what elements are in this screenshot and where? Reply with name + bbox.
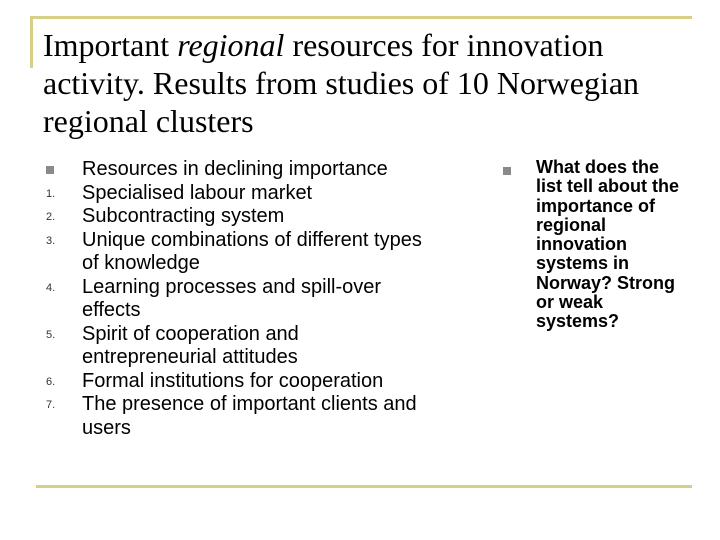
list-item xyxy=(46,205,426,229)
list-number: 6. xyxy=(46,375,56,388)
list-item xyxy=(46,229,426,276)
resources-list xyxy=(46,158,426,440)
list-item-text: Spirit of cooperation and entrepreneurial attitudes xyxy=(82,322,299,368)
list-number: 7. xyxy=(46,399,56,411)
list-item-header xyxy=(46,158,426,182)
question-text: What does the list tell about the importance of regional innovation systems in Norway? Strong or weak systems? xyxy=(536,157,680,332)
slide-title xyxy=(43,26,693,140)
list-item-text: Specialised labour market xyxy=(82,181,313,204)
list-item xyxy=(46,370,426,394)
square-bullet-icon xyxy=(46,166,54,174)
list-item xyxy=(46,276,426,323)
list-number: 1. xyxy=(46,187,56,200)
list-item xyxy=(46,182,426,206)
frame-left-rule xyxy=(30,16,33,68)
list-item xyxy=(46,323,426,370)
title-text-2: resources for innovation activity. Results from studies of 10 Norwegian regional clusters xyxy=(43,27,640,139)
list-number: 3. xyxy=(46,234,56,247)
list-item-text: Formal institutions for cooperation xyxy=(82,369,384,392)
list-number: 2. xyxy=(46,211,56,223)
frame-top-rule xyxy=(30,16,692,19)
title-text-1: Important xyxy=(43,27,178,63)
square-bullet-icon xyxy=(503,167,511,175)
list-number: 4. xyxy=(46,281,56,294)
list-item-text: Subcontracting system xyxy=(82,205,285,227)
list-item-text: Learning processes and spill-over effects xyxy=(82,275,382,321)
list-item xyxy=(46,393,426,440)
question-block xyxy=(503,158,688,332)
list-number: 5. xyxy=(46,328,56,341)
frame-bottom-rule xyxy=(36,485,692,488)
list-item-text: Unique combinations of different types of knowledge xyxy=(82,228,422,274)
list-item-text: Resources in declining importance xyxy=(82,158,388,180)
list-item-text: The presence of important clients and users xyxy=(82,393,417,439)
title-text-italic: regional xyxy=(177,27,285,63)
